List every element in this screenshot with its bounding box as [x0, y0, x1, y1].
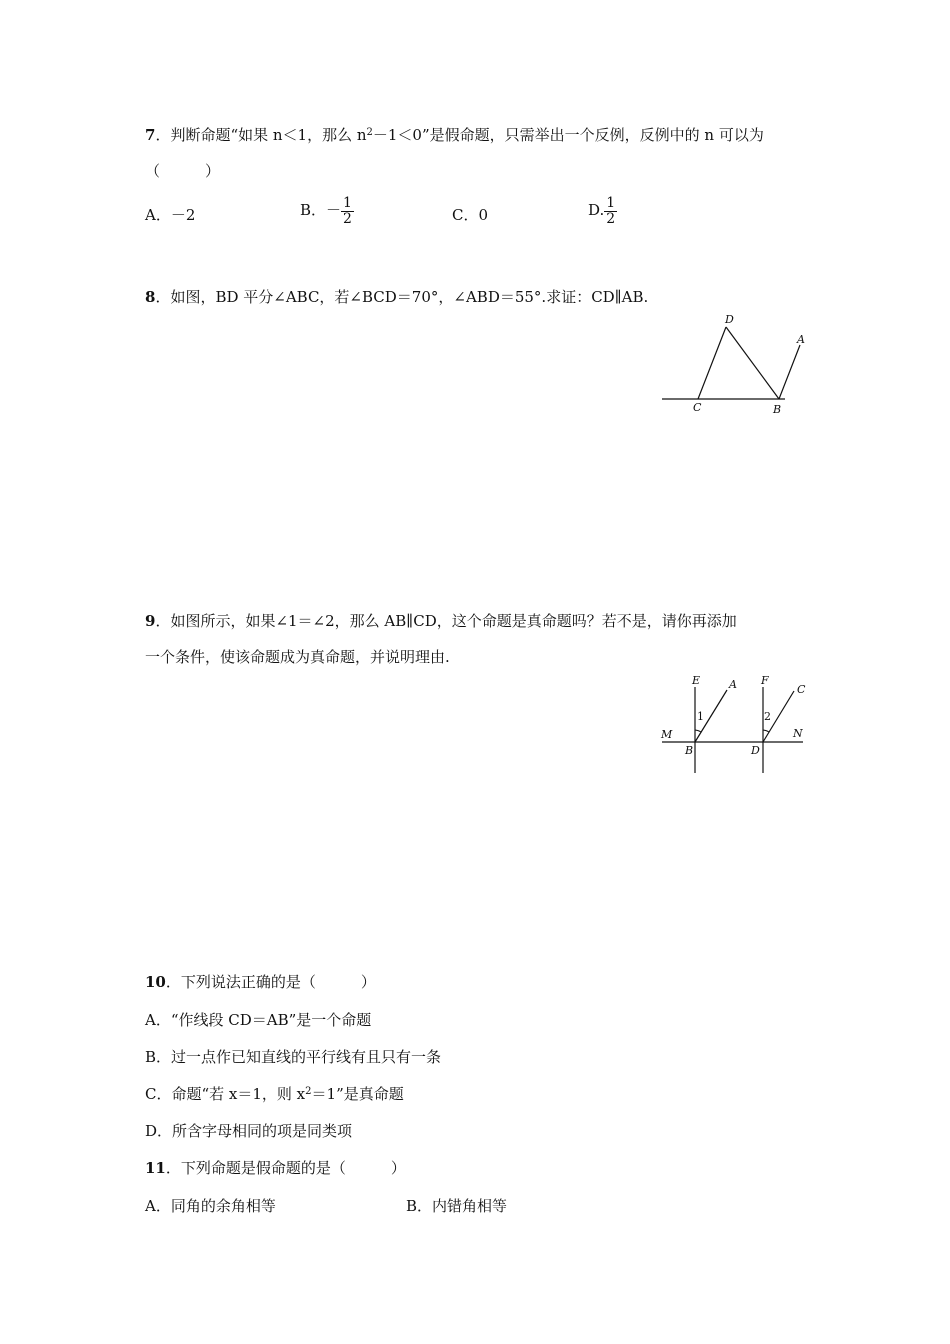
q8-segment-cd — [698, 327, 726, 399]
q8-label-d: D — [725, 313, 734, 326]
q9-label-a: A — [729, 678, 737, 691]
q7-exponent: 2 — [366, 127, 373, 138]
q10-option-c-exponent: 2 — [305, 1086, 312, 1097]
q9-label-m: M — [661, 728, 673, 741]
q10-option-c-post: ＝1”是真命题 — [311, 1085, 404, 1103]
q8-number: 8 — [145, 288, 156, 306]
q10-option-c — [145, 1083, 404, 1104]
q8-label-c: C — [693, 401, 702, 414]
q8-label-b: B — [773, 403, 782, 416]
q8-text: ．如图，BD 平分∠ABC，若∠BCD＝70°，∠ABD＝55°.求证：CD∥AB. — [155, 288, 649, 306]
q9-angle-2-label: 2 — [764, 710, 771, 723]
q9-label-e: E — [692, 674, 701, 687]
q7-stem — [145, 124, 764, 145]
q7-option-d — [588, 196, 617, 226]
fraction-numerator: 1 — [606, 195, 616, 211]
q7-option-a: A．－2 — [145, 206, 196, 224]
q10-option-a: A．“作线段 CD＝AB”是一个命题 — [145, 1011, 372, 1029]
q10-text: ．下列说法正确的是（ ） — [165, 973, 376, 991]
q7-option-b — [300, 196, 354, 226]
q7-text-a: ．判断命题“如果 n＜1，那么 n — [155, 126, 367, 144]
q11-stem — [145, 1157, 406, 1178]
q10-option-c-pre: C．命题“若 x＝1，则 x — [145, 1085, 306, 1103]
q7-option-b-fraction — [341, 196, 354, 226]
q11-option-a: A．同角的余角相等 — [145, 1197, 276, 1215]
q8-stem — [145, 286, 648, 307]
q9-number: 9 — [145, 612, 156, 630]
fraction-denominator: 2 — [606, 210, 616, 227]
q8-figure — [655, 305, 815, 420]
fraction-numerator: 1 — [343, 195, 352, 211]
q9-label-b: B — [685, 744, 694, 757]
q10-stem — [145, 971, 376, 992]
q9-label-d: D — [751, 744, 760, 757]
q7-text-b: －1＜0”是假命题，只需举出一个反例，反例中的 n 可以为 — [372, 126, 764, 144]
q9-label-n: N — [793, 727, 803, 740]
q9-label-f: F — [761, 674, 769, 687]
q10-option-b: B．过一点作已知直线的平行线有且只有一条 — [145, 1048, 442, 1066]
q9-text-line1: ．如图所示，如果∠1＝∠2，那么 AB∥CD，这个命题是真命题吗？若不是，请你再添加 — [155, 612, 737, 630]
q9-angle-1-arc — [695, 730, 701, 732]
q9-figure — [655, 670, 815, 775]
q7-option-b-label: B．－ — [300, 201, 342, 220]
q9-label-c: C — [797, 683, 806, 696]
q7-option-c: C．0 — [452, 206, 489, 224]
q9-stem-line1 — [145, 610, 737, 631]
q11-option-b: B．内错角相等 — [406, 1197, 508, 1215]
q10-number: 10 — [145, 973, 166, 991]
q9-stem-line2: 一个条件，使该命题成为真命题，并说明理由. — [145, 648, 450, 666]
q7-option-d-fraction — [604, 196, 617, 226]
q7-paren: （ ） — [145, 162, 221, 180]
q7-number: 7 — [145, 126, 156, 144]
q8-segment-db — [726, 327, 779, 399]
q7-option-d-label: D. — [588, 201, 605, 220]
q11-text: ．下列命题是假命题的是（ ） — [165, 1159, 406, 1177]
q10-option-d: D．所含字母相同的项是同类项 — [145, 1122, 353, 1140]
fraction-denominator: 2 — [343, 210, 352, 227]
q8-ray-ba — [779, 345, 800, 399]
q9-angle-2-arc — [763, 730, 769, 732]
q8-label-a: A — [797, 333, 805, 346]
q9-angle-1-label: 1 — [697, 710, 704, 723]
q11-number: 11 — [145, 1159, 166, 1177]
